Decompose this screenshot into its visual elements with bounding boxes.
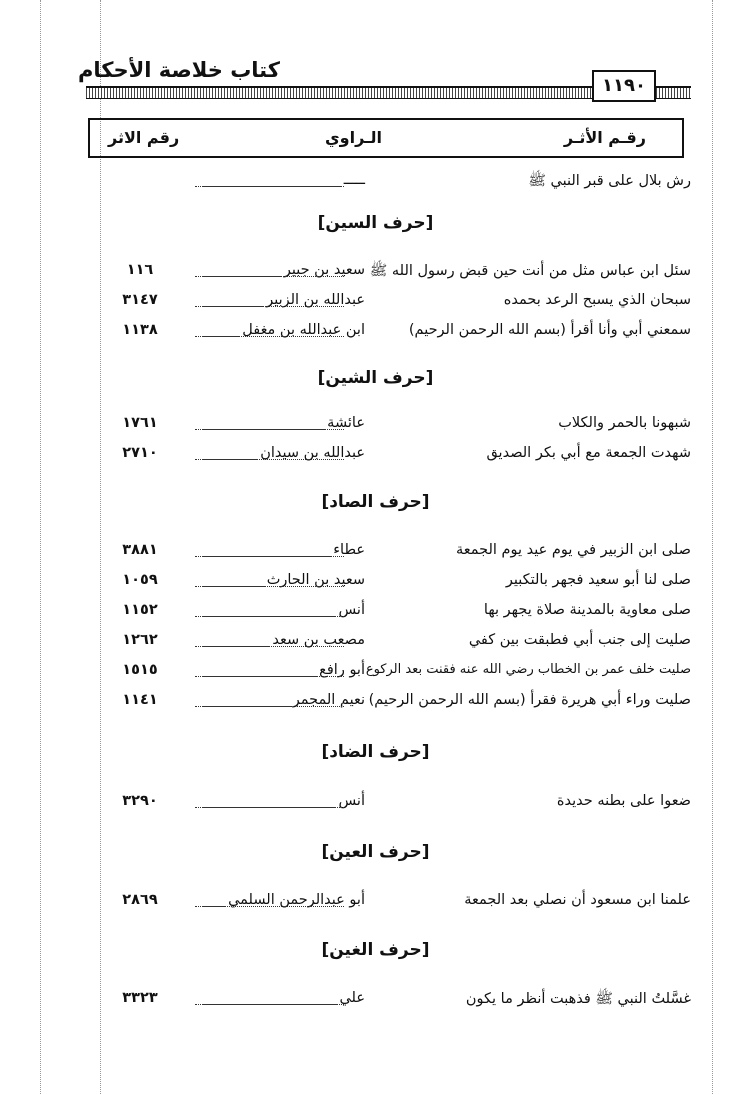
leader-dots [202, 586, 344, 587]
narrator: نعيم المجمر [292, 692, 365, 708]
narrator: ابن عبدالله بن مغفل [242, 322, 365, 338]
leader-dots [202, 459, 344, 460]
hadith-text: سمعني أبي وأنا أقرأ (بسم الله الرحمن الرحيم) [408, 322, 691, 338]
athar-number: ٣٨٨١ [122, 542, 158, 558]
athar-number: ١١٤١ [122, 692, 158, 708]
athar-number: ٣٣٢٣ [122, 990, 158, 1006]
athar-number: ١٠٥٩ [122, 572, 158, 588]
index-row [110, 892, 691, 918]
leader-dots [202, 616, 344, 617]
hadith-text: سئل ابن عباس مثل من أنت حين قبض رسول الله ﷺ [368, 262, 691, 283]
hadith-text: رش بلال على قبر النبي ﷺ [526, 172, 691, 193]
index-row [110, 542, 691, 568]
athar-number: ١٥١٥ [122, 662, 158, 678]
hadith-text: صليت خلف عمر بن الخطاب رضي الله عنه فقنت بعد الركوع [365, 662, 691, 677]
hadith-text: صليت إلى جنب أبي فطبقت بين كفي [468, 632, 691, 648]
column-number: رقم الاثر [108, 128, 180, 147]
index-row [110, 172, 691, 198]
hadith-text: شهدت الجمعة مع أبي بكر الصديق [486, 445, 691, 461]
index-row [110, 262, 691, 288]
leader-dots [202, 646, 344, 647]
index-row [110, 662, 691, 688]
athar-number: ٣٢٩٠ [122, 793, 158, 809]
left-margin-rule [40, 0, 41, 1094]
leader-dots [202, 429, 344, 430]
index-row [110, 692, 691, 718]
hadith-text: صلى لنا أبو سعيد فجهر بالتكبير [505, 572, 691, 588]
hadith-text: صلى ابن الزبير في يوم عيد يوم الجمعة [455, 542, 691, 558]
hadith-text: شبهونا بالحمر والكلاب [558, 415, 691, 431]
section-heading: [حرف الغين] [321, 940, 430, 960]
narrator: أبو رافع [319, 662, 365, 678]
section-heading: [حرف الضاد] [321, 742, 430, 762]
athar-number: ١١٥٢ [122, 602, 158, 618]
athar-number: ١٢٦٢ [122, 632, 158, 648]
hadith-text: صليت وراء أبي هريرة فقرأ (بسم الله الرحمن الرحيم) [368, 692, 691, 708]
index-row [110, 322, 691, 348]
column-athar: رقـم الأثـر [563, 128, 646, 147]
right-margin-rule [712, 0, 713, 1094]
narrator: علي [339, 990, 365, 1006]
column-header-box [88, 118, 684, 158]
hadith-text: صلى معاوية بالمدينة صلاة يجهر بها [483, 602, 691, 618]
index-row [110, 793, 691, 819]
narrator: عبدالله بن سيدان [260, 445, 365, 461]
leader-dots [202, 336, 344, 337]
section-heading: [حرف العين] [321, 842, 430, 862]
hadith-text: غسَّلتُ النبي ﷺ فذهبت أنظر ما يكون [464, 990, 691, 1011]
index-row [110, 632, 691, 658]
athar-number: ١١٦ [126, 262, 154, 278]
index-row [110, 292, 691, 318]
leader-dots [202, 706, 344, 707]
section-heading: [حرف الشين] [317, 368, 434, 388]
leader-dots [202, 906, 344, 907]
index-row [110, 415, 691, 441]
column-rawi: الـراوي [324, 128, 382, 147]
narrator: مصعب بن سعد [272, 632, 365, 648]
narrator: أبو عبدالرحمن السلمي [228, 892, 365, 908]
leader-dots [202, 186, 344, 187]
narrator: عائشة [327, 415, 365, 431]
index-row [110, 445, 691, 471]
narrator: ـــــ [343, 172, 365, 188]
section-heading: [حرف الصاد] [321, 492, 430, 512]
narrator: سعيد بن جبير [283, 262, 365, 278]
index-row [110, 572, 691, 598]
leader-dots [202, 306, 344, 307]
hadith-text: سبحان الذي يسبح الرعد بحمده [503, 292, 691, 308]
leader-dots [202, 1004, 344, 1005]
narrator: أنس [338, 602, 365, 618]
narrator: عبدالله بن الزبير [266, 292, 365, 308]
narrator: أنس [338, 793, 365, 809]
leader-dots [202, 807, 344, 808]
leader-dots [202, 556, 344, 557]
athar-number: ٣١٤٧ [122, 292, 158, 308]
hadith-text: ضعوا على بطنه حديدة [556, 793, 691, 809]
book-title: كتاب خلاصة الأحكام [78, 58, 280, 82]
section-heading: [حرف السين] [317, 213, 434, 233]
narrator: عطاء [333, 542, 365, 558]
hadith-text: علمنا ابن مسعود أن نصلي بعد الجمعة [464, 892, 691, 908]
inner-left-margin-rule [100, 0, 101, 1094]
athar-number: ٢٧١٠ [122, 445, 158, 461]
athar-number: ١٧٦١ [122, 415, 158, 431]
page-number: ١١٩٠ [592, 70, 656, 102]
leader-dots [202, 276, 344, 277]
athar-number: ١١٣٨ [122, 322, 158, 338]
athar-number: ٢٨٦٩ [122, 892, 158, 908]
index-row [110, 602, 691, 628]
narrator: سعيد بن الحارث [266, 572, 365, 588]
index-row [110, 990, 691, 1016]
leader-dots [202, 676, 344, 677]
